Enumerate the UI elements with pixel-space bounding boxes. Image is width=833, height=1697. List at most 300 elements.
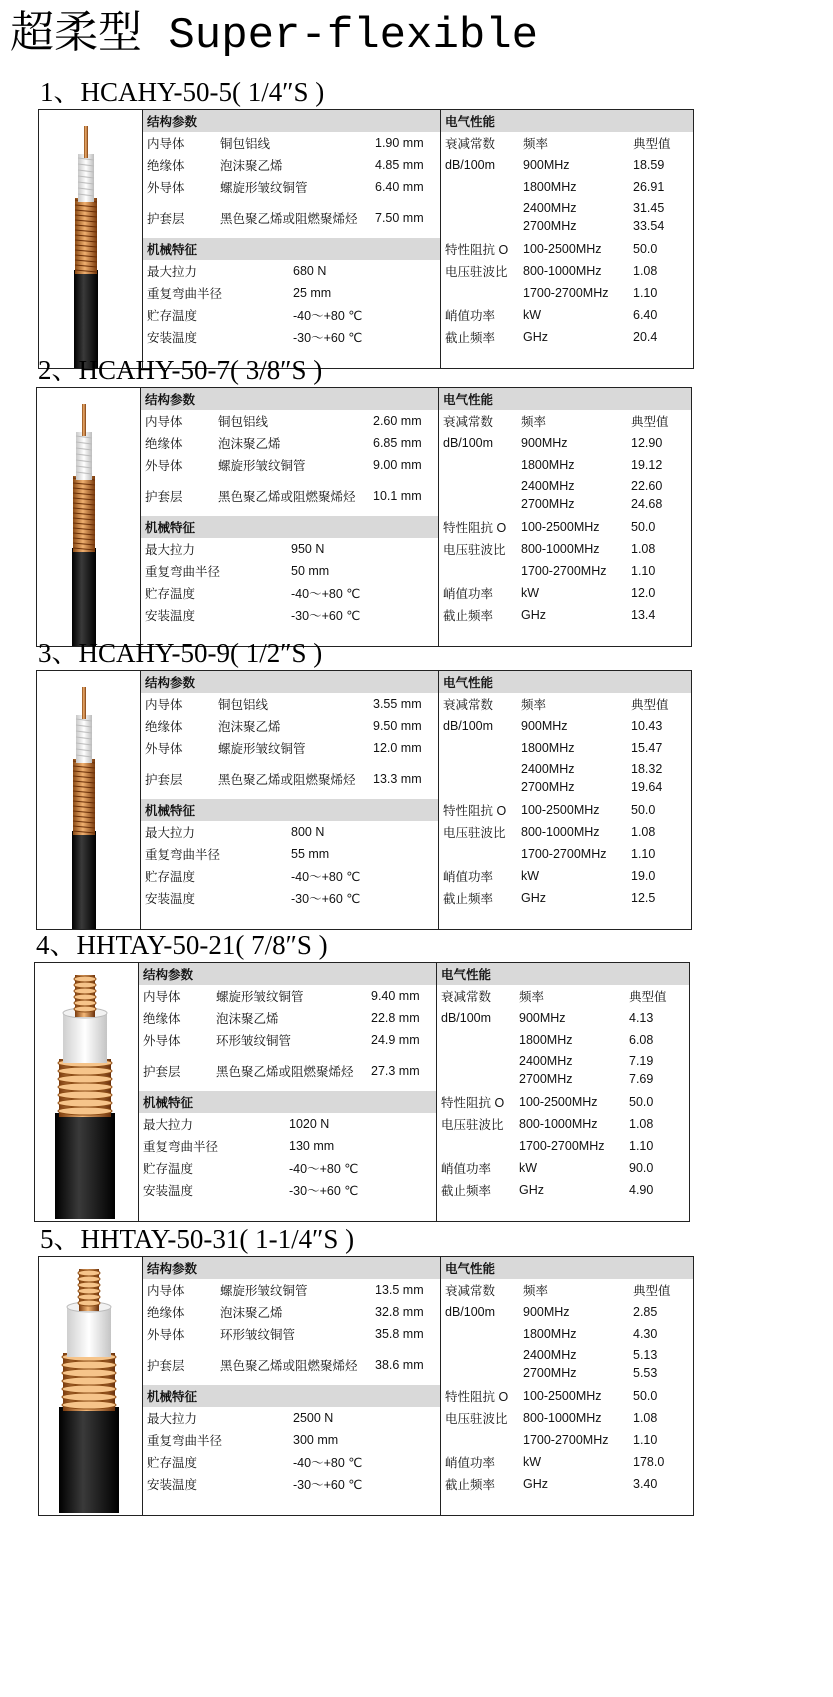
vswr-freq-2: 1700-2700MHz (523, 1433, 609, 1447)
cable-dielectric (67, 1307, 111, 1357)
inner-value: 3.55 mm (373, 697, 422, 711)
attenuation-label: 衰减常数 (443, 698, 494, 712)
corrugation-ring (58, 1099, 112, 1107)
impedance-label: 特性阻抗 Ο (443, 521, 507, 535)
corrugation-ring (62, 1385, 116, 1393)
product-heading: 5、HHTAY-50-31( 1-1/4″S ) (40, 1224, 355, 1254)
attenuation-2700-row (437, 1070, 689, 1088)
dielectric-row (143, 154, 440, 176)
product-section (36, 353, 736, 623)
cable-image-cell (39, 110, 143, 368)
outer-value: 6.40 mm (375, 180, 424, 194)
storage-label: 贮存温度 (147, 1456, 198, 1470)
install-label: 安装温度 (147, 1478, 198, 1492)
cutoff-label: 截止频率 (443, 892, 494, 906)
vswr-row-2 (441, 282, 693, 304)
vswr-row-1 (441, 1407, 693, 1429)
attenuation-header-row (441, 1279, 693, 1301)
cable-inner-conductor (84, 126, 88, 158)
cutoff-label: 截止频率 (445, 1478, 496, 1492)
peak-power-unit: kW (523, 308, 542, 322)
corrugation-ring (58, 1091, 112, 1099)
tensile-label: 最大拉力 (143, 1118, 194, 1132)
atten-1800-value: 19.12 (631, 458, 663, 472)
attenuation-unit: dB/100m (443, 436, 494, 450)
storage-value: -40～+80 ℃ (289, 1162, 359, 1176)
attenuation-unit: dB/100m (445, 158, 496, 172)
storage-value: -40～+80 ℃ (293, 309, 363, 323)
storage-temp-row (143, 1451, 440, 1473)
attenuation-label: 衰减常数 (441, 990, 492, 1004)
corrugation-ring (58, 1067, 112, 1075)
install-value: -30～+60 ℃ (293, 331, 363, 345)
vswr-value-2: 1.10 (633, 286, 658, 300)
inner-material: 螺旋形皱纹铜管 (216, 990, 304, 1004)
impedance-freq: 100-2500MHz (523, 1389, 602, 1403)
coax-cable-image (39, 110, 143, 368)
vswr-freq-1: 800-1000MHz (523, 264, 602, 278)
mechanical-header-row (143, 238, 440, 260)
cable-drawing (72, 404, 96, 646)
impedance-value: 50.0 (633, 1389, 658, 1403)
vswr-value-1: 1.08 (633, 1411, 658, 1425)
outer-label: 外导体 (145, 459, 183, 473)
dielectric-value: 6.85 mm (373, 436, 422, 450)
cutoff-unit: GHz (519, 1183, 544, 1197)
peak-power-unit: kW (521, 586, 540, 600)
storage-value: -40～+80 ℃ (293, 1456, 363, 1470)
vswr-row-1 (437, 1113, 689, 1135)
impedance-row (441, 1385, 693, 1407)
structure-header: 结构参数 (147, 115, 198, 129)
cable-drawing (72, 687, 96, 929)
attenuation-2700-row (441, 1364, 693, 1382)
cable-drawing (74, 126, 98, 368)
peak-power-row (441, 304, 693, 326)
impedance-value: 50.0 (631, 803, 656, 817)
bend-label: 重复弯曲半径 (145, 848, 221, 862)
bend-value: 25 mm (293, 286, 332, 300)
vswr-value-2: 1.10 (631, 847, 656, 861)
inner-value: 2.60 mm (373, 414, 422, 428)
outer-conductor-row (141, 737, 438, 759)
electrical-header: 电气性能 (443, 393, 494, 407)
attenuation-1800-row (439, 737, 691, 759)
dielectric-material: 泡沫聚乙烯 (220, 159, 283, 173)
bend-radius-row (143, 1429, 440, 1451)
dielectric-label: 绝缘体 (147, 159, 185, 173)
corrugation-ring (62, 1369, 116, 1377)
inner-corrugation (78, 1270, 100, 1276)
cutoff-value: 3.40 (633, 1477, 658, 1491)
install-temp-row (143, 1473, 440, 1495)
structure-header-row (139, 963, 436, 985)
structure-header: 结构参数 (147, 1262, 198, 1276)
structure-header: 结构参数 (145, 393, 196, 407)
outer-material: 环形皱纹铜管 (216, 1034, 292, 1048)
jacket-material: 黑色聚乙烯或阻燃聚烯烃 (220, 1359, 358, 1373)
install-label: 安装温度 (145, 609, 196, 623)
bend-radius-row (139, 1135, 436, 1157)
peak-power-row (441, 1451, 693, 1473)
freq-2700: 2700MHz (523, 219, 577, 233)
atten-1800-value: 15.47 (631, 741, 663, 755)
impedance-row (439, 516, 691, 538)
vswr-value-1: 1.08 (631, 542, 656, 556)
electrical-header: 电气性能 (443, 676, 494, 690)
impedance-row (441, 238, 693, 260)
bend-value: 50 mm (291, 564, 330, 578)
atten-900-value: 4.13 (629, 1011, 654, 1025)
inner-label: 内导体 (145, 415, 183, 429)
freq-900: 900MHz (523, 1305, 570, 1319)
freq-2400: 2400MHz (521, 479, 575, 493)
freq-2400: 2400MHz (523, 201, 577, 215)
jacket-label: 护套层 (145, 773, 183, 787)
freq-1800: 1800MHz (519, 1033, 573, 1047)
outer-material: 螺旋形皱纹铜管 (218, 742, 306, 756)
product-section (36, 636, 736, 906)
attenuation-2400-row (441, 1346, 693, 1364)
electrical-header-row (439, 671, 691, 693)
jacket-row (143, 1345, 440, 1385)
attenuation-2700-row (439, 495, 691, 513)
attenuation-1800-row (441, 176, 693, 198)
jacket-value: 38.6 mm (375, 1358, 424, 1372)
atten-900-value: 18.59 (633, 158, 665, 172)
structure-header: 结构参数 (145, 676, 196, 690)
peak-power-label: 峭值功率 (443, 870, 494, 884)
outer-material: 螺旋形皱纹铜管 (218, 459, 306, 473)
inner-corrugation (78, 1300, 100, 1306)
structure-column (139, 963, 437, 1221)
cable-inner-conductor (82, 687, 86, 719)
product-heading: 3、HCAHY-50-9( 1/2″S ) (38, 638, 323, 668)
impedance-label: 特性阻抗 Ο (445, 243, 509, 257)
tensile-label: 最大拉力 (147, 1412, 198, 1426)
coax-cable-image (37, 671, 141, 929)
attenuation-2400-row (437, 1052, 689, 1070)
freq-2400: 2400MHz (523, 1348, 577, 1362)
vswr-row-2 (439, 560, 691, 582)
vswr-label: 电压驻波比 (445, 1412, 508, 1426)
cutoff-value: 13.4 (631, 608, 656, 622)
electrical-column (439, 388, 691, 646)
corrugation-ring (62, 1377, 116, 1385)
vswr-value-2: 1.10 (633, 1433, 658, 1447)
jacket-value: 13.3 mm (373, 772, 422, 786)
structure-header: 结构参数 (143, 968, 194, 982)
dielectric-material: 泡沫聚乙烯 (218, 437, 281, 451)
vswr-label: 电压驻波比 (443, 543, 506, 557)
inner-value: 13.5 mm (375, 1283, 424, 1297)
inner-corrugation (74, 982, 96, 988)
inner-value: 1.90 mm (375, 136, 424, 150)
electrical-column (439, 671, 691, 929)
peak-power-row (439, 582, 691, 604)
atten-2400-value: 18.32 (631, 762, 663, 776)
install-label: 安装温度 (147, 331, 198, 345)
corrugation-ring (62, 1401, 116, 1409)
outer-value: 35.8 mm (375, 1327, 424, 1341)
cutoff-unit: GHz (521, 891, 546, 905)
freq-900: 900MHz (521, 436, 568, 450)
cutoff-label: 截止频率 (441, 1184, 492, 1198)
dielectric-label: 绝缘体 (147, 1306, 185, 1320)
tensile-row (143, 1407, 440, 1429)
cutoff-row (439, 604, 691, 626)
electrical-column (437, 963, 689, 1221)
coax-cable-image (39, 1257, 143, 1515)
inner-corrugation (78, 1294, 100, 1300)
inner-corrugation (78, 1276, 100, 1282)
cable-jacket (72, 831, 96, 929)
install-temp-row (141, 604, 438, 626)
atten-1800-value: 6.08 (629, 1033, 654, 1047)
cable-image-cell (35, 963, 139, 1221)
dielectric-value: 4.85 mm (375, 158, 424, 172)
cable-jacket (59, 1407, 119, 1513)
inner-conductor-row (143, 132, 440, 154)
inner-corrugation (74, 988, 96, 994)
dielectric-row (141, 432, 438, 454)
vswr-value-1: 1.08 (631, 825, 656, 839)
mechanical-header-row (139, 1091, 436, 1113)
bend-radius-row (141, 560, 438, 582)
bend-label: 重复弯曲半径 (143, 1140, 219, 1154)
bend-value: 130 mm (289, 1139, 335, 1153)
outer-label: 外导体 (147, 181, 185, 195)
cable-image-cell (37, 671, 141, 929)
attenuation-900-row (437, 1007, 689, 1029)
impedance-freq: 100-2500MHz (521, 803, 600, 817)
peak-power-unit: kW (523, 1455, 542, 1469)
freq-1800: 1800MHz (523, 1327, 577, 1341)
storage-label: 贮存温度 (147, 309, 198, 323)
vswr-row-2 (437, 1135, 689, 1157)
dielectric-row (143, 1301, 440, 1323)
inner-material: 铜包铝线 (218, 415, 269, 429)
jacket-material: 黑色聚乙烯或阻燃聚烯烃 (220, 212, 358, 226)
corrugation-ring (62, 1393, 116, 1401)
vswr-freq-1: 800-1000MHz (523, 1411, 602, 1425)
vswr-row-2 (441, 1429, 693, 1451)
peak-power-value: 12.0 (631, 586, 656, 600)
install-value: -30～+60 ℃ (291, 609, 361, 623)
atten-2700-value: 33.54 (633, 219, 665, 233)
cutoff-value: 20.4 (633, 330, 658, 344)
freq-2700: 2700MHz (521, 497, 575, 511)
dielectric-row (139, 1007, 436, 1029)
attenuation-2400-row (439, 477, 691, 495)
bend-radius-row (141, 843, 438, 865)
coax-cable-image (37, 388, 141, 646)
jacket-row (141, 759, 438, 799)
attenuation-900-row (441, 154, 693, 176)
vswr-freq-1: 800-1000MHz (521, 825, 600, 839)
cable-image-cell (37, 388, 141, 646)
spec-table (36, 387, 692, 647)
electrical-header-row (441, 110, 693, 132)
impedance-value: 50.0 (633, 242, 658, 256)
jacket-material: 黑色聚乙烯或阻燃聚烯烃 (218, 773, 356, 787)
attenuation-1800-row (441, 1323, 693, 1345)
tensile-row (141, 538, 438, 560)
impedance-freq: 100-2500MHz (519, 1095, 598, 1109)
tensile-value: 680 N (293, 264, 327, 278)
cutoff-row (441, 326, 693, 348)
electrical-header: 电气性能 (445, 1262, 496, 1276)
atten-2400-value: 22.60 (631, 479, 663, 493)
storage-temp-row (143, 304, 440, 326)
mechanical-header-row (141, 799, 438, 821)
install-temp-row (143, 326, 440, 348)
inner-corrugation (74, 1000, 96, 1006)
impedance-value: 50.0 (631, 520, 656, 534)
peak-power-value: 19.0 (631, 869, 656, 883)
page-title: 超柔型 Super-flexible (10, 11, 539, 61)
inner-corrugation (74, 994, 96, 1000)
vswr-value-2: 1.10 (629, 1139, 654, 1153)
attenuation-900-row (439, 715, 691, 737)
vswr-label: 电压驻波比 (445, 265, 508, 279)
spec-table (34, 962, 690, 1222)
inner-conductor-row (141, 410, 438, 432)
inner-conductor-row (143, 1279, 440, 1301)
mechanical-header: 机械特征 (143, 1096, 194, 1110)
typical-label: 典型值 (629, 990, 667, 1004)
structure-column (143, 1257, 441, 1515)
outer-label: 外导体 (145, 742, 183, 756)
attenuation-label: 衰减常数 (445, 137, 496, 151)
vswr-value-1: 1.08 (629, 1117, 654, 1131)
storage-temp-row (139, 1157, 436, 1179)
tensile-value: 1020 N (289, 1117, 330, 1131)
attenuation-900-row (441, 1301, 693, 1323)
storage-label: 贮存温度 (145, 587, 196, 601)
jacket-row (139, 1051, 436, 1091)
jacket-label: 护套层 (145, 490, 183, 504)
freq-2700: 2700MHz (521, 780, 575, 794)
freq-1800: 1800MHz (523, 180, 577, 194)
outer-material: 环形皱纹铜管 (220, 1328, 296, 1342)
product-heading: 1、HCAHY-50-5( 1/4″S ) (40, 77, 325, 107)
impedance-label: 特性阻抗 Ο (445, 1390, 509, 1404)
tensile-value: 800 N (291, 825, 325, 839)
cable-inner-conductor (82, 404, 86, 436)
install-value: -30～+60 ℃ (289, 1184, 359, 1198)
inner-label: 内导体 (147, 137, 185, 151)
outer-conductor-row (141, 454, 438, 476)
atten-900-value: 12.90 (631, 436, 663, 450)
storage-value: -40～+80 ℃ (291, 870, 361, 884)
inner-corrugation (78, 1282, 100, 1288)
freq-900: 900MHz (523, 158, 570, 172)
inner-conductor-row (141, 693, 438, 715)
typical-label: 典型值 (631, 698, 669, 712)
impedance-freq: 100-2500MHz (523, 242, 602, 256)
inner-label: 内导体 (147, 1284, 185, 1298)
structure-header-row (143, 110, 440, 132)
cable-dielectric (63, 1013, 107, 1063)
attenuation-900-row (439, 432, 691, 454)
jacket-material: 黑色聚乙烯或阻燃聚烯烃 (218, 490, 356, 504)
outer-label: 外导体 (143, 1034, 181, 1048)
structure-header-row (143, 1257, 440, 1279)
peak-power-value: 178.0 (633, 1455, 665, 1469)
electrical-header-row (439, 388, 691, 410)
structure-header-row (141, 388, 438, 410)
vswr-row-2 (439, 843, 691, 865)
dielectric-label: 绝缘体 (145, 437, 183, 451)
impedance-freq: 100-2500MHz (521, 520, 600, 534)
tensile-label: 最大拉力 (145, 543, 196, 557)
jacket-value: 10.1 mm (373, 489, 422, 503)
vswr-row-1 (439, 821, 691, 843)
vswr-freq-1: 800-1000MHz (521, 542, 600, 556)
storage-value: -40～+80 ℃ (291, 587, 361, 601)
frequency-label: 频率 (523, 137, 549, 151)
cutoff-row (441, 1473, 693, 1495)
tensile-row (141, 821, 438, 843)
outer-conductor-row (143, 1323, 440, 1345)
vswr-row-1 (439, 538, 691, 560)
typical-label: 典型值 (631, 415, 669, 429)
atten-2700-value: 19.64 (631, 780, 663, 794)
bend-label: 重复弯曲半径 (147, 287, 223, 301)
cutoff-unit: GHz (523, 1477, 548, 1491)
outer-label: 外导体 (147, 1328, 185, 1342)
freq-900: 900MHz (521, 719, 568, 733)
mechanical-header: 机械特征 (147, 243, 198, 257)
attenuation-2700-row (439, 778, 691, 796)
atten-2700-value: 7.69 (629, 1072, 654, 1086)
atten-2400-value: 7.19 (629, 1054, 654, 1068)
freq-2700: 2700MHz (519, 1072, 573, 1086)
install-label: 安装温度 (145, 892, 196, 906)
outer-conductor-row (143, 176, 440, 198)
jacket-material: 黑色聚乙烯或阻燃聚烯烃 (216, 1065, 354, 1079)
storage-temp-row (141, 865, 438, 887)
inner-material: 螺旋形皱纹铜管 (220, 1284, 308, 1298)
dielectric-material: 泡沫聚乙烯 (218, 720, 281, 734)
peak-power-value: 6.40 (633, 308, 658, 322)
peak-power-unit: kW (521, 869, 540, 883)
typical-label: 典型值 (633, 1284, 671, 1298)
outer-conductor-row (139, 1029, 436, 1051)
attenuation-2400-row (441, 199, 693, 217)
atten-2700-value: 5.53 (633, 1366, 658, 1380)
electrical-header: 电气性能 (441, 968, 492, 982)
bend-radius-row (143, 282, 440, 304)
freq-1800: 1800MHz (521, 458, 575, 472)
inner-material: 铜包铝线 (218, 698, 269, 712)
outer-value: 9.00 mm (373, 458, 422, 472)
product-section (34, 928, 734, 1198)
install-temp-row (139, 1179, 436, 1201)
structure-header-row (141, 671, 438, 693)
attenuation-header-row (441, 132, 693, 154)
inner-value: 9.40 mm (371, 989, 420, 1003)
impedance-value: 50.0 (629, 1095, 654, 1109)
product-heading: 2、HCAHY-50-7( 3/8″S ) (38, 355, 323, 385)
structure-column (143, 110, 441, 368)
attenuation-header-row (437, 985, 689, 1007)
atten-2400-value: 5.13 (633, 1348, 658, 1362)
peak-power-row (437, 1157, 689, 1179)
structure-column (141, 671, 439, 929)
cutoff-row (439, 887, 691, 909)
